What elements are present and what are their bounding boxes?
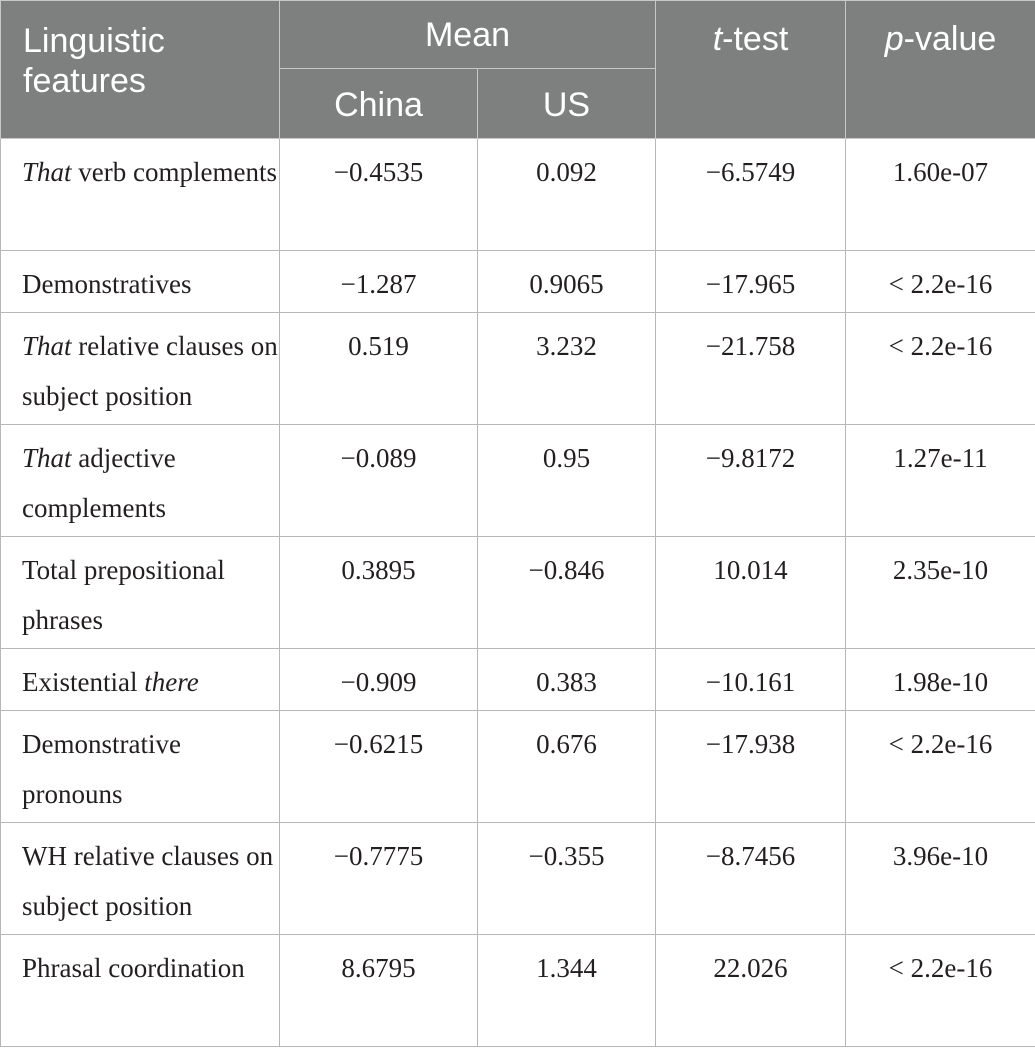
header-p-value-rest: -value [903,20,997,58]
p-value-cell: < 2.2e-16 [846,251,1035,313]
t-test-cell: 22.026 [656,935,846,1047]
p-value-cell: 2.35e-10 [846,537,1035,649]
us-mean-cell: 0.9065 [478,251,656,313]
china-mean-cell: −0.6215 [280,711,478,823]
feature-italic: there [144,667,199,697]
table-row [1,823,1035,935]
feature-text: Demonstratives [22,269,192,299]
table-header [1,1,1035,139]
feature-text: Existential [22,667,145,697]
header-mean: Mean [280,1,656,69]
table-row [1,649,1035,711]
feature-italic: That [22,157,72,187]
us-mean-cell: 1.344 [478,935,656,1047]
feature-text: Demonstrative pronouns [22,729,181,809]
feature-italic: That [22,443,72,473]
china-mean-cell: 0.519 [280,313,478,425]
us-mean-cell: 3.232 [478,313,656,425]
feature-cell [1,537,280,649]
feature-cell [1,313,280,425]
t-test-cell: −17.965 [656,251,846,313]
china-mean-cell: −1.287 [280,251,478,313]
table-body [1,139,1035,1047]
table-row [1,313,1035,425]
p-value-cell: 1.27e-11 [846,425,1035,537]
feature-text: Total prepositional phrases [22,555,225,635]
feature-text: Phrasal coordination [22,953,245,983]
table-row [1,711,1035,823]
china-mean-cell: 8.6795 [280,935,478,1047]
feature-cell [1,139,280,251]
header-p-value [846,1,1035,139]
header-p-value-italic: p [884,20,904,58]
china-mean-cell: −0.089 [280,425,478,537]
us-mean-cell: −0.355 [478,823,656,935]
p-value-cell: 1.98e-10 [846,649,1035,711]
us-mean-cell: 0.676 [478,711,656,823]
t-test-cell: −9.8172 [656,425,846,537]
t-test-cell: −10.161 [656,649,846,711]
table-row [1,935,1035,1047]
p-value-cell: < 2.2e-16 [846,313,1035,425]
feature-text: relative clauses on subject position [22,331,278,411]
us-mean-cell: −0.846 [478,537,656,649]
p-value-cell: 1.60e-07 [846,139,1035,251]
us-mean-cell: 0.092 [478,139,656,251]
t-test-cell: −6.5749 [656,139,846,251]
t-test-cell: −17.938 [656,711,846,823]
feature-cell [1,425,280,537]
feature-text: adjective complements [22,443,176,523]
header-us: US [478,69,656,139]
table-row [1,425,1035,537]
feature-cell [1,711,280,823]
us-mean-cell: 0.95 [478,425,656,537]
header-t-test [656,1,846,139]
china-mean-cell: −0.909 [280,649,478,711]
t-test-cell: −8.7456 [656,823,846,935]
header-linguistic-features: Linguistic features [1,1,280,139]
china-mean-cell: −0.7775 [280,823,478,935]
feature-italic: That [22,331,72,361]
china-mean-cell: −0.4535 [280,139,478,251]
p-value-cell: < 2.2e-16 [846,935,1035,1047]
feature-cell [1,935,280,1047]
table-row [1,139,1035,251]
us-mean-cell: 0.383 [478,649,656,711]
table-row [1,251,1035,313]
t-test-cell: 10.014 [656,537,846,649]
p-value-cell: 3.96e-10 [846,823,1035,935]
feature-text: WH relative clauses on subject position [22,841,274,921]
t-test-cell: −21.758 [656,313,846,425]
china-mean-cell: 0.3895 [280,537,478,649]
feature-cell [1,251,280,313]
header-t-test-rest: -test [722,20,789,58]
header-t-test-italic: t [712,20,723,58]
p-value-cell: < 2.2e-16 [846,711,1035,823]
table-row [1,537,1035,649]
feature-cell [1,649,280,711]
header-china: China [280,69,478,139]
feature-cell [1,823,280,935]
feature-text: verb complements [71,157,277,187]
